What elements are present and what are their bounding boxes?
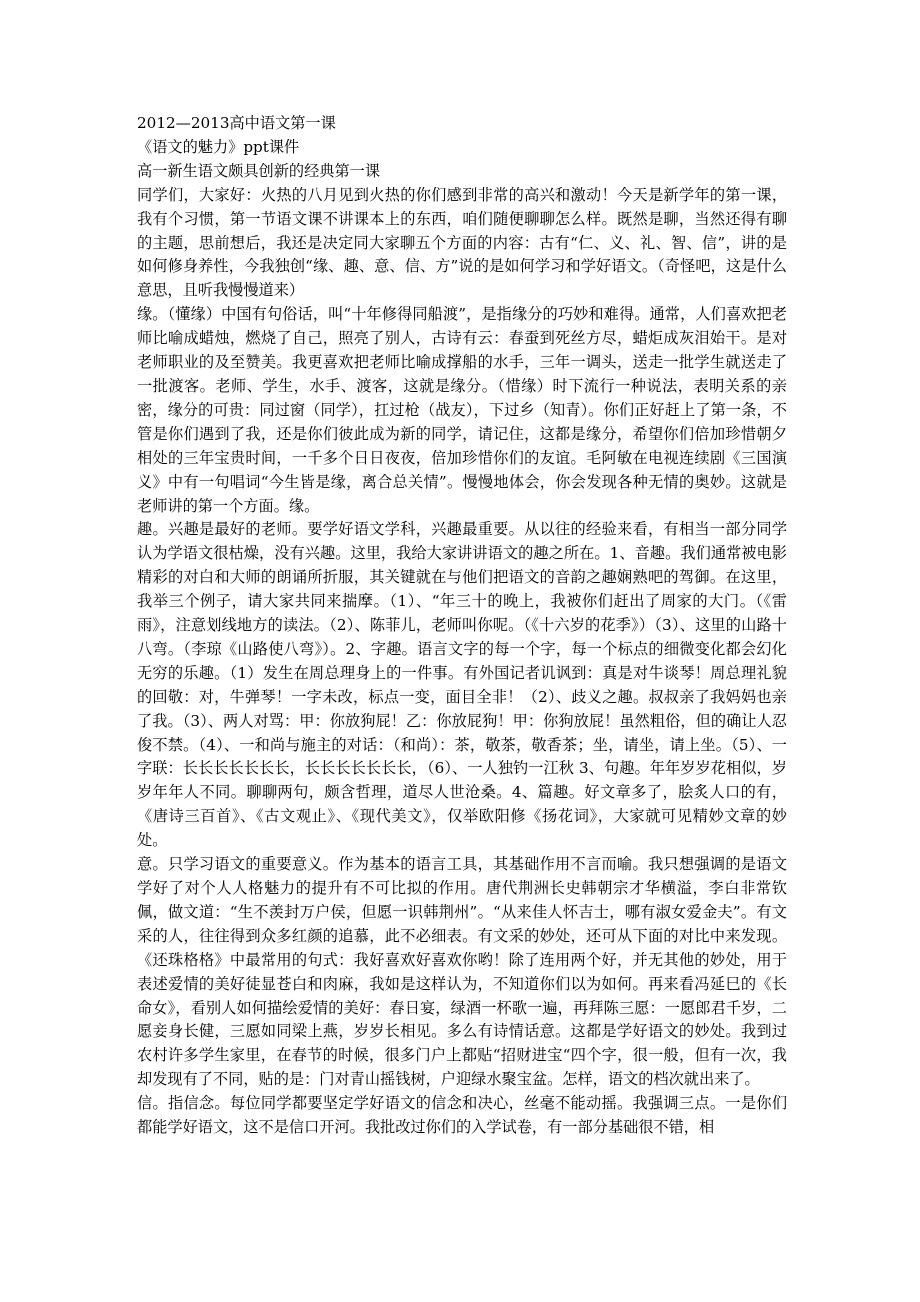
paragraph-intro: 同学们，大家好：火热的八月见到火热的你们感到非常的高兴和激动！今天是新学年的第一课，我有个习惯，第一节语文课不讲课本上的东西，咱们随便聊聊怎么样。既然是聊，当然还得有聊的主题，思前想后，我还是决定同大家聊五个方面的内容：古有“仁、义、礼、智、信”，讲的是如何修身养性，今我独创“缘、趣、意、信、方”说的是如何学习和学好语文。（奇怪吧，这是什么意思，且听我慢慢道来） <box>137 185 787 300</box>
document-page <box>137 112 787 1140</box>
paragraph-yi: 意。只学习语文的重要意义。作为基本的语言工具，其基础作用不言而喻。我只想强调的是语文学好了对个人人格魅力的提升有不可比拟的作用。唐代荆洲长史韩朝宗才华横溢，李白非常钦佩，做文道：“生不羡封万户侯，但愿一识韩荆州”。“从来佳人怀吉士，哪有淑女爱金夫”。有文采的人，往往得到众多红颜的追慕，此不必细表。有文采的妙处，还可从下面的对比中来发现。《还珠格格》中最常用的句式：我好喜欢好喜欢你哟！除了连用两个好，并无其他的妙处，用于表述爱情的美好徒显苍白和肉麻，我如是这样认为，不知道你们以为如何。再来看冯延巳的《长命女》，看别人如何描绘爱情的美好：春日宴，绿酒一杯歌一遍，再拜陈三愿：一愿郎君千岁，二愿妾身长健，三愿如同梁上燕，岁岁长相见。多么有诗情话意。这都是学好语文的妙处。我到过农村许多学生家里，在春节的时候，很多门户上都贴“招财进宝“四个字，很一般，但有一次，我却发现有了不同，贴的是：门对青山摇钱树，户迎绿水聚宝盆。怎样，语文的档次就出来了。 <box>137 855 787 1089</box>
document-subtitle: 《语文的魅力》ppt课件 <box>137 137 300 156</box>
document-heading: 高一新生语文颇具创新的经典第一课 <box>137 161 380 180</box>
paragraph-qu: 趣。兴趣是最好的老师。要学好语文学科，兴趣最重要。从以往的经验来看，有相当一部分同学认为学语文很枯燥，没有兴趣。这里，我给大家讲讲语文的趣之所在。1、音趣。我们通常被电影精彩的对白和大师的朗诵所折服，其关键就在与他们把语文的音韵之趣娴熟吧的驾御。在这里，我举三个例子，请大家共同来揣摩。（1）、“年三十的晚上，我被你们赶出了周家的大门。（《雷雨》，注意划线地方的读法。（2）、陈菲儿，老师叫你呢。（《十六岁的花季》）（3）、这里的山路十八弯。（李琼《山路使八弯》）。2、字趣。语言文字的每一个字，每一个标点的细微变化都会幻化无穷的乐趣。（1）发生在周总理身上的一件事。有外国记者讥讽到：真是对牛谈琴！周总理礼貌的回敬：对，牛弹琴！一字未改，标点一变，面目全非！（2）、歧义之趣。叔叔亲了我妈妈也亲了我。（3）、两人对骂：甲：你放狗屁！乙：你放屁狗！甲：你狗放屁！虽然粗俗，但的确让人忍俊不禁。（4）、一和尚与施主的对话：（和尚）：茶，敬茶，敬香茶；坐，请坐，请上坐。（5）、一字联：长长长长长长长，长长长长长长长，（6）、一人独钓一江秋 3、句趣。年年岁岁花相似，岁岁年年人不同。聊聊两句，颇含哲理，道尽人世沧桑。4、篇趣。好文章多了，脍炙人口的有，《唐诗三百首》、《古文观止》、《现代美文》，仅举欧阳修《扬花词》，大家就可见精妙文章的妙处。 <box>137 520 787 850</box>
document-title: 2012—2013高中语文第一课 <box>137 114 336 132</box>
paragraph-yuan: 缘。（懂缘）中国有句俗话，叫“十年修得同船渡”，是指缘分的巧妙和难得。通常，人们喜欢把老师比喻成蜡烛，燃烧了自己，照亮了别人，古诗有云：春蚕到死丝方尽，蜡炬成灰泪始干。是对老师职业的及至赞美。我更喜欢把老师比喻成撑船的水手，三年一调头，送走一批学生就送走了一批渡客。老师、学生，水手、渡客，这就是缘分。（惜缘）时下流行一种说法，表明关系的亲密，缘分的可贵：同过窗（同学），扛过枪（战友），下过乡（知青）。你们正好赶上了第一条，不管是你们遇到了我，还是你们彼此成为新的同学，请记住，这都是缘分，希望你们倍加珍惜朝夕相处的三年宝贵时间，一千多个日日夜夜，倍加珍惜你们的友谊。毛阿敏在电视连续剧《三国演义》中有一句唱词“今生皆是缘，离合总关情”。慢慢地体会，你会发现各种无情的奥妙。这就是老师讲的第一个方面。缘。 <box>137 305 787 515</box>
paragraph-xin: 信。指信念。每位同学都要坚定学好语文的信念和决心，丝毫不能动摇。我强调三点。一是你们都能学好语文，这不是信口开河。我批改过你们的入学试卷，有一部分基础很不错，相 <box>137 1094 787 1137</box>
